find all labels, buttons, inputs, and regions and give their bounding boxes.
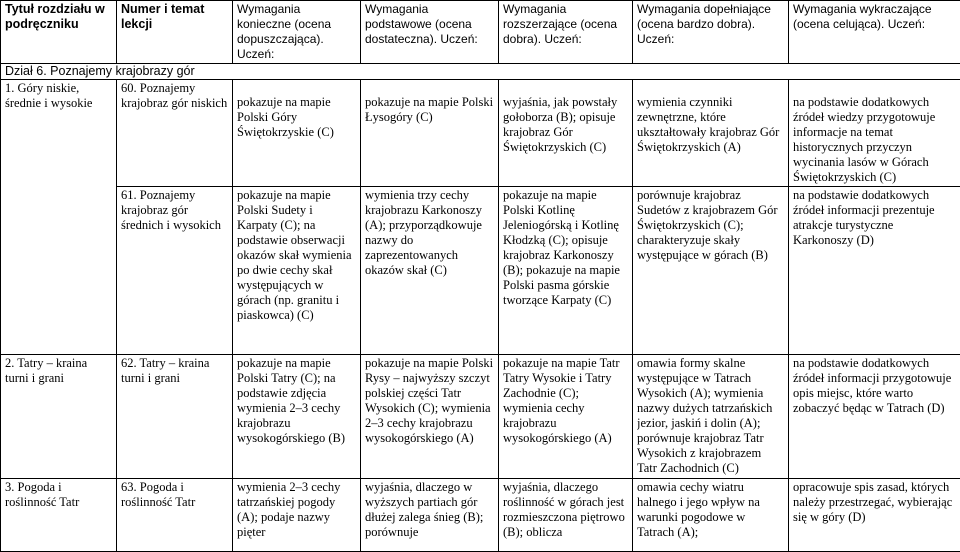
exc-62-text: na podstawie dodatkowych źródeł informacji przygotowuje opis miejsc, które warto zobaczyć będąc w Tatrach (D) — [793, 356, 952, 415]
exc-60 — [789, 80, 960, 187]
lesson-62: 62. Tatry – kraina turni i grani — [117, 355, 233, 479]
header-extended: Wymagania rozszerzające (ocena dobra). Uczeń: — [499, 1, 633, 64]
ext-63 — [499, 479, 633, 552]
lesson-row-62 — [1, 355, 960, 479]
ext-60 — [499, 80, 633, 187]
exc-61-text: na podstawie dodatkowych źródeł informacji prezentuje atrakcje turystyczne Karkonoszy (D) — [793, 188, 935, 247]
exc-61 — [789, 187, 960, 355]
comp-61 — [633, 187, 789, 355]
header-lesson: Numer i temat lekcji — [117, 1, 233, 64]
lesson-61: 61. Poznajemy krajobraz gór średnich i wysokich — [117, 187, 233, 355]
ext-63-text: wyjaśnia, dlaczego roślinność w górach jest rozmieszczona piętrowo (B); oblicza — [503, 480, 625, 539]
comp-63-text: omawia cechy wiatru halnego i jego wpływ na warunki pogodowe w Tatrach (A); — [637, 480, 760, 539]
basic-62 — [361, 355, 499, 479]
comp-60 — [633, 80, 789, 187]
exc-63 — [789, 479, 960, 552]
chapter-2: 2. Tatry – kraina turni i grani — [1, 355, 117, 479]
basic-61 — [361, 187, 499, 355]
lesson-60: 60. Poznajemy krajobraz gór niskich — [117, 80, 233, 187]
exc-62 — [789, 355, 960, 479]
comp-61-text: porównuje krajobraz Sudetów z krajobrazem Gór Świętokrzyskich (C); charakteryzuje skały występujące w górach (B) — [637, 188, 778, 262]
basic-63 — [361, 479, 499, 552]
exc-60-text: na podstawie dodatkowych źródeł wiedzy przygotowuje informacje na temat historycznych przyczyn wycinania lasów w Górach Świętokrzyskich (C) — [793, 95, 936, 184]
req-61 — [233, 187, 361, 355]
basic-62-text: pokazuje na mapie Polski Rysy – najwyższy szczyt polskiej części Tatr Wysokich (C); wymienia 2–3 cechy krajobrazu wysokogórskiego (A) — [365, 356, 494, 445]
req-63-text: wymienia 2–3 cechy tatrzańskiej pogody (A); podaje nazwy pięter — [237, 480, 341, 539]
header-exceeding: Wymagania wykraczające (ocena celująca). Uczeń: — [789, 1, 960, 64]
ext-61 — [499, 187, 633, 355]
req-63 — [233, 479, 361, 552]
comp-60-text: wymienia czynniki zewnętrzne, które ukształtowały krajobraz Gór Świętokrzyskich (A) — [637, 95, 780, 154]
lesson-63: 63. Pogoda i roślinność Tatr — [117, 479, 233, 552]
header-chapter-title: Tytuł rozdziału w podręczniku — [1, 1, 117, 64]
lesson-row-61 — [1, 187, 960, 355]
header-row — [1, 1, 960, 64]
chapter-3: 3. Pogoda i roślinność Tatr — [1, 479, 117, 552]
comp-62-text: omawia formy skalne występujące w Tatrach Wysokich (A); wymienia nazwy dużych tatrzańskich jezior, jaskiń i dolin (A); porównuje krajobraz Tatr Wysokich z krajobrazem Tatr Zachodnich (C) — [637, 356, 773, 475]
basic-63-text: wyjaśnia, dlaczego w wyższych partiach gór dłużej zalega śnieg (B); porównuje — [365, 480, 484, 539]
req-62 — [233, 355, 361, 479]
comp-63 — [633, 479, 789, 552]
ext-62 — [499, 355, 633, 479]
lesson-row-63 — [1, 479, 960, 552]
header-basic: Wymagania podstawowe (ocena dostateczna). Uczeń: — [361, 1, 499, 64]
ext-62-text: pokazuje na mapie Tatr Tatry Wysokie i Tatry Zachodnie (C); wymienia cechy krajobrazu wysokogórskiego (A) — [503, 356, 620, 445]
ext-60-text: wyjaśnia, jak powstały gołoborza (B); opisuje krajobraz Gór Świętokrzyskich (C) — [503, 95, 618, 154]
chapter-1: 1. Góry niskie, średnie i wysokie — [1, 80, 117, 355]
req-61-text: pokazuje na mapie Polski Sudety i Karpaty (C); na podstawie obserwacji okazów skał wymienia po dwie cechy skał występujących w górach (np. granitu i piaskowca) (C) — [237, 188, 352, 322]
department-title: Dział 6. Poznajemy krajobrazy gór — [1, 64, 960, 80]
basic-61-text: wymienia trzy cechy krajobrazu Karkonoszy (A); przyporządkowuje nazwy do zaprezentowanych okazów skał (C) — [365, 188, 482, 277]
exc-63-text: opracowuje spis zasad, których należy przestrzegać, wybierając się w góry (D) — [793, 480, 953, 524]
basic-60 — [361, 80, 499, 187]
basic-60-text: pokazuje na mapie Polski Łysogóry (C) — [365, 95, 494, 124]
header-complementary: Wymagania dopełniające (ocena bardzo dobra). Uczeń: — [633, 1, 789, 64]
ext-61-text: pokazuje na mapie Polski Kotlinę Jeleniogórską i Kotlinę Kłodzką (C); opisuje krajobraz Karkonoszy (B); pokazuje na mapie Polski pasma górskie tworzące Karpaty (C) — [503, 188, 620, 307]
header-required: Wymagania konieczne (ocena dopuszczająca). Uczeń: — [233, 1, 361, 64]
req-62-text: pokazuje na mapie Polski Tatry (C); na podstawie zdjęcia wymienia 2–3 cechy krajobrazu wysokogórskiego (B) — [237, 356, 345, 445]
lesson-row-60 — [1, 80, 960, 187]
comp-62 — [633, 355, 789, 479]
department-row — [1, 64, 960, 80]
req-60-text: pokazuje na mapie Polski Góry Świętokrzyskie (C) — [237, 95, 334, 139]
req-60 — [233, 80, 361, 187]
